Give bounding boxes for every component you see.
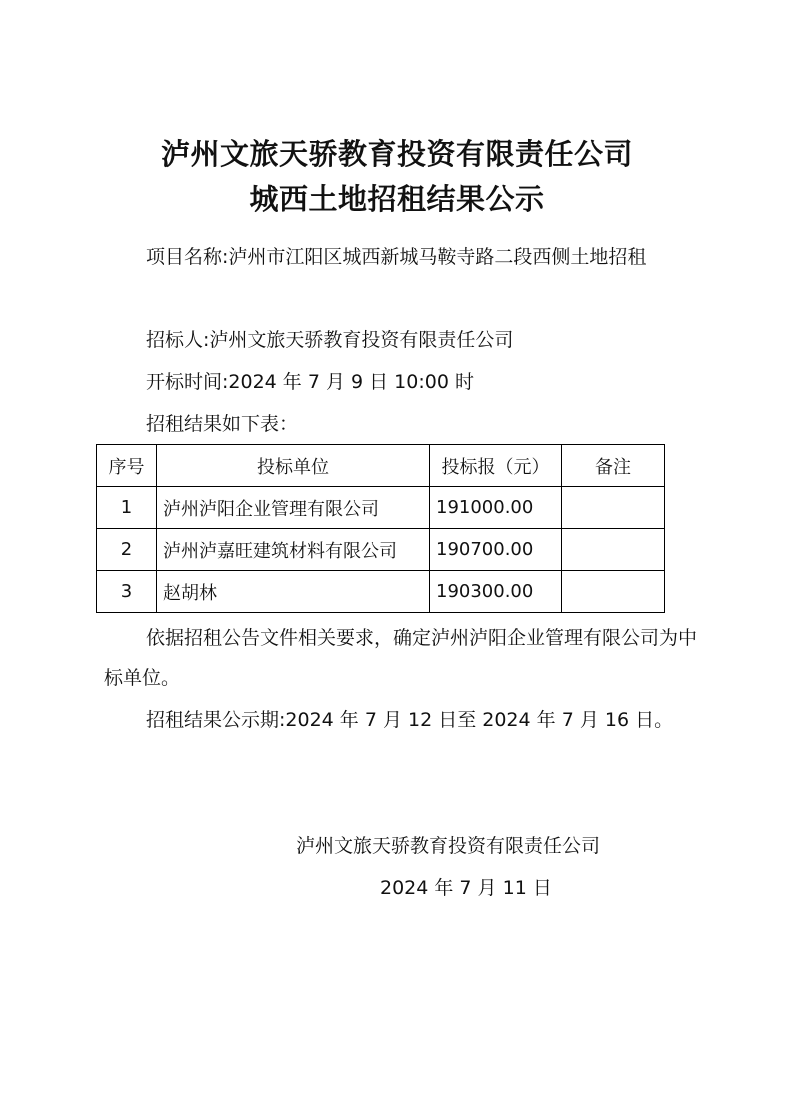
table-row	[97, 487, 665, 529]
table-row	[97, 571, 665, 613]
bid-opening-time: 开标时间:2024 年 7 月 9 日 10:00 时	[146, 371, 474, 393]
row-bidder: 泸州泸嘉旺建筑材料有限公司	[157, 529, 430, 571]
signature-date: 2024 年 7 月 11 日	[380, 877, 552, 899]
award-decision: 依据招租公告文件相关要求，确定泸州泸阳企业管理有限公司为中标单位。	[104, 627, 698, 689]
publicity-period: 招租结果公示期:2024 年 7 月 12 日至 2024 年 7 月 16 日。	[146, 709, 674, 731]
row-serial: 3	[97, 571, 157, 613]
row-serial: 1	[97, 487, 157, 529]
bid-results-table	[96, 444, 665, 613]
row-remark	[562, 571, 665, 613]
document-subtitle: 城西土地招租结果公示	[249, 182, 545, 216]
table-row	[97, 529, 665, 571]
results-intro: 招租结果如下表：	[146, 413, 299, 435]
header-price: 投标报（元）	[430, 445, 562, 487]
table-header-row	[97, 445, 665, 487]
document-title: 泸州文旅天骄教育投资有限责任公司	[160, 137, 633, 171]
row-remark	[562, 529, 665, 571]
signature-company: 泸州文旅天骄教育投资有限责任公司	[296, 835, 601, 857]
row-price: 190700.00	[430, 529, 562, 571]
row-price: 191000.00	[430, 487, 562, 529]
row-price: 190300.00	[430, 571, 562, 613]
row-bidder: 赵胡林	[157, 571, 430, 613]
tenderer: 招标人:泸州文旅天骄教育投资有限责任公司	[146, 329, 514, 351]
row-remark	[562, 487, 665, 529]
row-bidder: 泸州泸阳企业管理有限公司	[157, 487, 430, 529]
header-bidder: 投标单位	[157, 445, 430, 487]
header-remark: 备注	[562, 445, 665, 487]
row-serial: 2	[97, 529, 157, 571]
project-name: 项目名称:泸州市江阳区城西新城马鞍寺路二段西侧土地招租	[146, 246, 647, 268]
header-serial: 序号	[97, 445, 157, 487]
